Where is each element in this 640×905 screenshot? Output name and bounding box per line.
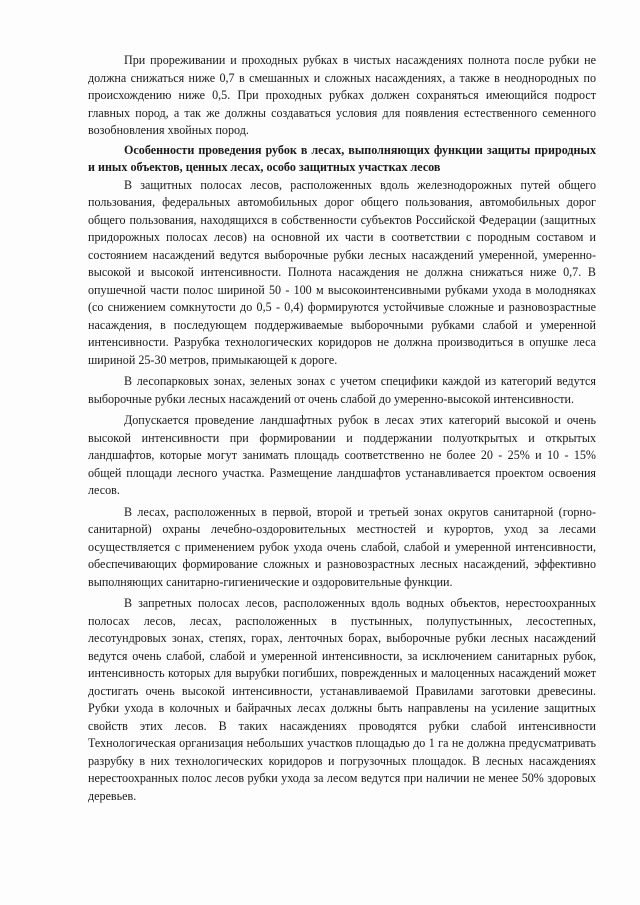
paragraph-sanitary-zones: В лесах, расположенных в первой, второй и третьей зонах округов санитарной (горно-санитарной) охраны лечебно-оздоровительных местностей и курортов, уход за лесами осуществляется с применением рубок ухода очень слабой, слабой и умеренной интенсивности, обеспечивающих формирование сложных и разновозрастных лесных насаждений, эффективно выполняющих санитарно-гигиенические и оздоровительные функции. [88,504,596,589]
paragraph-landscape-cuttings: Допускается проведение ландшафтных рубок в лесах этих категорий высокой и очень высокой интенсивности при формировании и поддержании полуоткрытых и открытых ландшафтов, которые могут занимать площадь соответственно не более 20 - 25% и 10 - 15% общей площади лесного участка. Размещение ландшафтов устанавливается проектом освоения лесов. [88,413,596,497]
paragraph-forest-park-zones: В лесопарковых зонах, зеленых зонах с учетом специфики каждой из категорий ведутся выборочные рубки лесных насаждений от очень слабой до умеренно-высокой интенсивности. [88,374,596,406]
paragraph-restricted-strips: В запретных полосах лесов, расположенных вдоль водных объектов, нерестоохранных полосах лесов, лесах, расположенных в пустынных, полупустынных, лесостепных, лесотундровых зонах, степях, горах, ленточных борах, выборочные рубки лесных насаждений ведутся очень слабой, слабой и умеренной интенсивности, за исключением санитарных рубок, интенсивность которых для вырубки погибших, поврежденных и малоценных насаждений может достигать очень высокой интенсивности, устанавливаемой Правилами заготовки древесины. Рубки ухода в колочных и байрачных лесах должны быть направлены на усиление защитных свойств этих лесов. В таких насаждениях проводятся рубки слабой интенсивности Технологическая организация небольших участков площадью до 1 га не должна предусматривать разрубку в них технологических коридоров и погрузочных площадок. В лесных насаждениях нерестоохранных полос лесов рубки ухода за лесом ведутся при наличии не менее 50% здоровых деревьев. [88,596,596,803]
paragraph-roadside-strips: В защитных полосах лесов, расположенных вдоль железнодорожных путей общего пользования, федеральных автомобильных дорог общего пользования, автомобильных дорог общего пользования, находящихся в собственности субъектов Российской Федерации (защитных придорожных полосах лесов) на основной их части в соответствии с породным составом и состоянием насаждений ведутся выборочные рубки лесных насаждений умеренной, умеренно-высокой и высокой интенсивности. Полнота насаждения не должна снижаться ниже 0,7. В опушечной части полос шириной 50 - 100 м высокоинтенсивными рубками ухода в молодняках (со снижением сомкнутости до 0,5 - 0,4) формируются устойчивые сложные и разновозрастные насаждения, в последующем поддерживаемые выборочными рубками слабой и умеренной интенсивности. Разрубка технологических коридоров не должна производиться в опушке леса шириной 25-30 метров, примыкающей к дороге. [88,177,596,367]
paragraph-thinning: При прореживании и проходных рубках в чистых насаждениях полнота после рубки не должна снижаться ниже 0,7 в смешанных и сложных насаждениях, а также в неоднородных по происхождению ниже 0,5. При проходных рубках должен сохраняться имеющийся подрост главных пород, а так же должны создаваться условия для появления естественного семенного возобновления хвойных пород. [88,53,596,137]
section-heading: Особенности проведения рубок в лесах, выполняющих функции защиты природных и иных объектов, ценных лесах, особо защитных участках лесов [88,142,596,174]
